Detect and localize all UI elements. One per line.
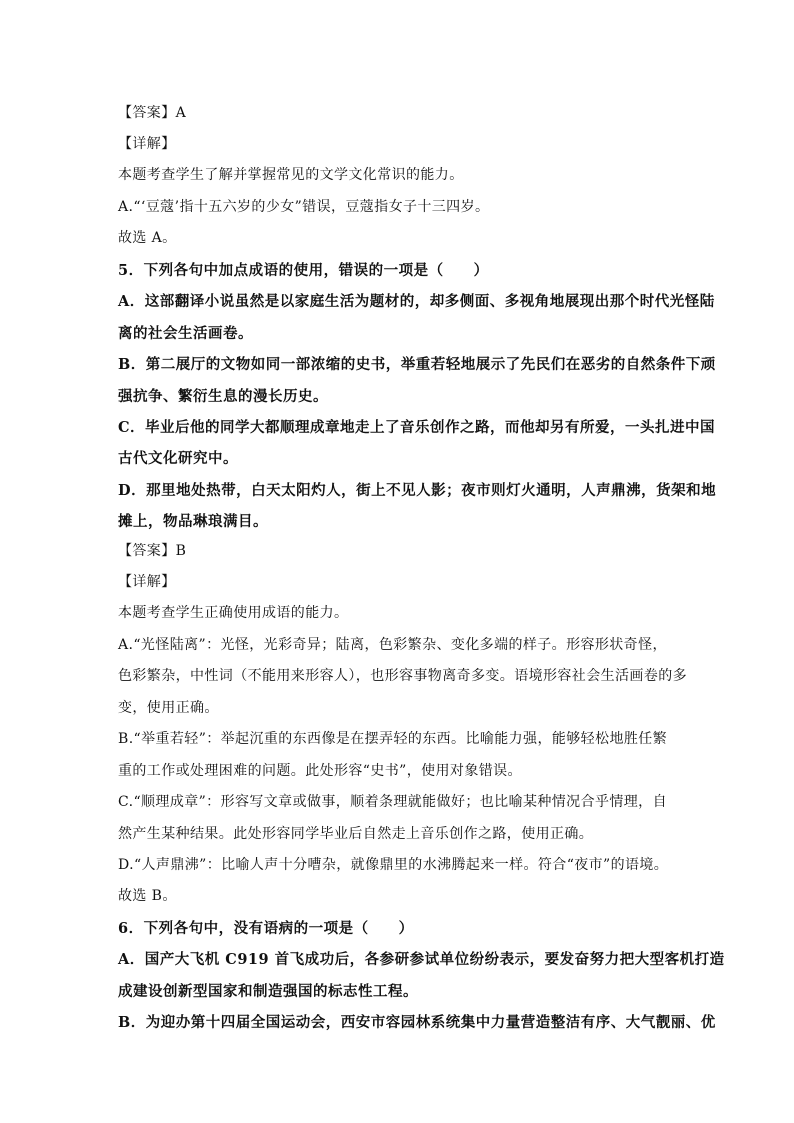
- explanation-text: 本题考查学生了解并掌握常见的文学文化常识的能力。: [118, 167, 464, 183]
- explanation-a: A.“光怪陆离”：光怪，光彩奇异；陆离，色彩繁杂、变化多端的样子。形容形状奇怪，: [118, 637, 667, 653]
- answer-label: 【答案】B: [118, 543, 187, 559]
- answer-label: 【答案】A: [118, 105, 187, 121]
- question-5-option-b: 强抗争、繁衍生息的漫长历史。: [118, 388, 328, 405]
- question-6-option-a: 成建设创新型国家和制造强国的标志性工程。: [118, 983, 418, 1000]
- question-5-option-d: D．那里地处热带，白天太阳灼人，街上不见人影；夜市则灯火通明，人声鼎沸，货架和地: [118, 482, 717, 499]
- explanation-c: 然产生某种结果。此处形容同学毕业后自然走上音乐创作之路，使用正确。: [118, 826, 594, 842]
- question-5-option-c: C．毕业后他的同学大都顺理成章地走上了音乐创作之路，而他却另有所爱，一头扎进中国: [118, 419, 716, 436]
- question-6-option-b: B．为迎办第十四届全国运动会，西安市容园林系统集中力量营造整洁有序、大气靓丽、优: [118, 1014, 716, 1031]
- question-5-stem: 5．下列各句中加点成语的使用，错误的一项是（ ）: [118, 262, 489, 279]
- question-5-option-a: A．这部翻译小说虽然是以家庭生活为题材的，却多侧面、多视角地展现出那个时代光怪陆: [118, 293, 715, 310]
- question-6-stem: 6．下列各句中，没有语病的一项是（ ）: [118, 920, 414, 937]
- explanation-label: 【详解】: [118, 574, 176, 590]
- explanation-a: 色彩繁杂，中性词（不能用来形容人），也形容事物离奇多变。语境形容社会生活画卷的多: [118, 668, 687, 684]
- question-5-option-d: 摊上，物品琳琅满目。: [118, 513, 268, 530]
- question-5-option-a: 离的社会生活画卷。: [118, 325, 253, 342]
- explanation-text: A.“‘豆蔻’指十五六岁的少女”错误，豆蔻指女子十三四岁。: [118, 199, 490, 215]
- explanation-a: 变，使用正确。: [118, 700, 219, 716]
- explanation-label: 【详解】: [118, 136, 176, 152]
- conclusion-text: 故选 B。: [118, 888, 177, 904]
- question-5-option-c: 古代文化研究中。: [118, 450, 238, 467]
- question-6-option-a: A．国产大飞机 C919 首飞成功后，各参研参试单位纷纷表示，要发奋努力把大型客机打造: [118, 951, 725, 968]
- explanation-d: D.“人声鼎沸”：比喻人声十分嘈杂，就像鼎里的水沸腾起来一样。符合“夜市”的语境。: [118, 857, 669, 873]
- explanation-text: 本题考查学生正确使用成语的能力。: [118, 605, 349, 621]
- explanation-b: B.“举重若轻”：举起沉重的东西像是在摆弄轻的东西。比喻能力强，能够轻松地胜任繁: [118, 731, 668, 747]
- explanation-b: 重的工作或处理困难的问题。此处形容“史书”，使用对象错误。: [118, 763, 522, 779]
- conclusion-text: 故选 A。: [118, 230, 177, 246]
- explanation-c: C.“顺理成章”：形容写文章或做事，顺着条理就能做好；也比喻某种情况合乎情理，自: [118, 794, 667, 810]
- question-5-option-b: B．第二展厅的文物如同一部浓缩的史书，举重若轻地展示了先民们在恶劣的自然条件下顽: [118, 356, 716, 373]
